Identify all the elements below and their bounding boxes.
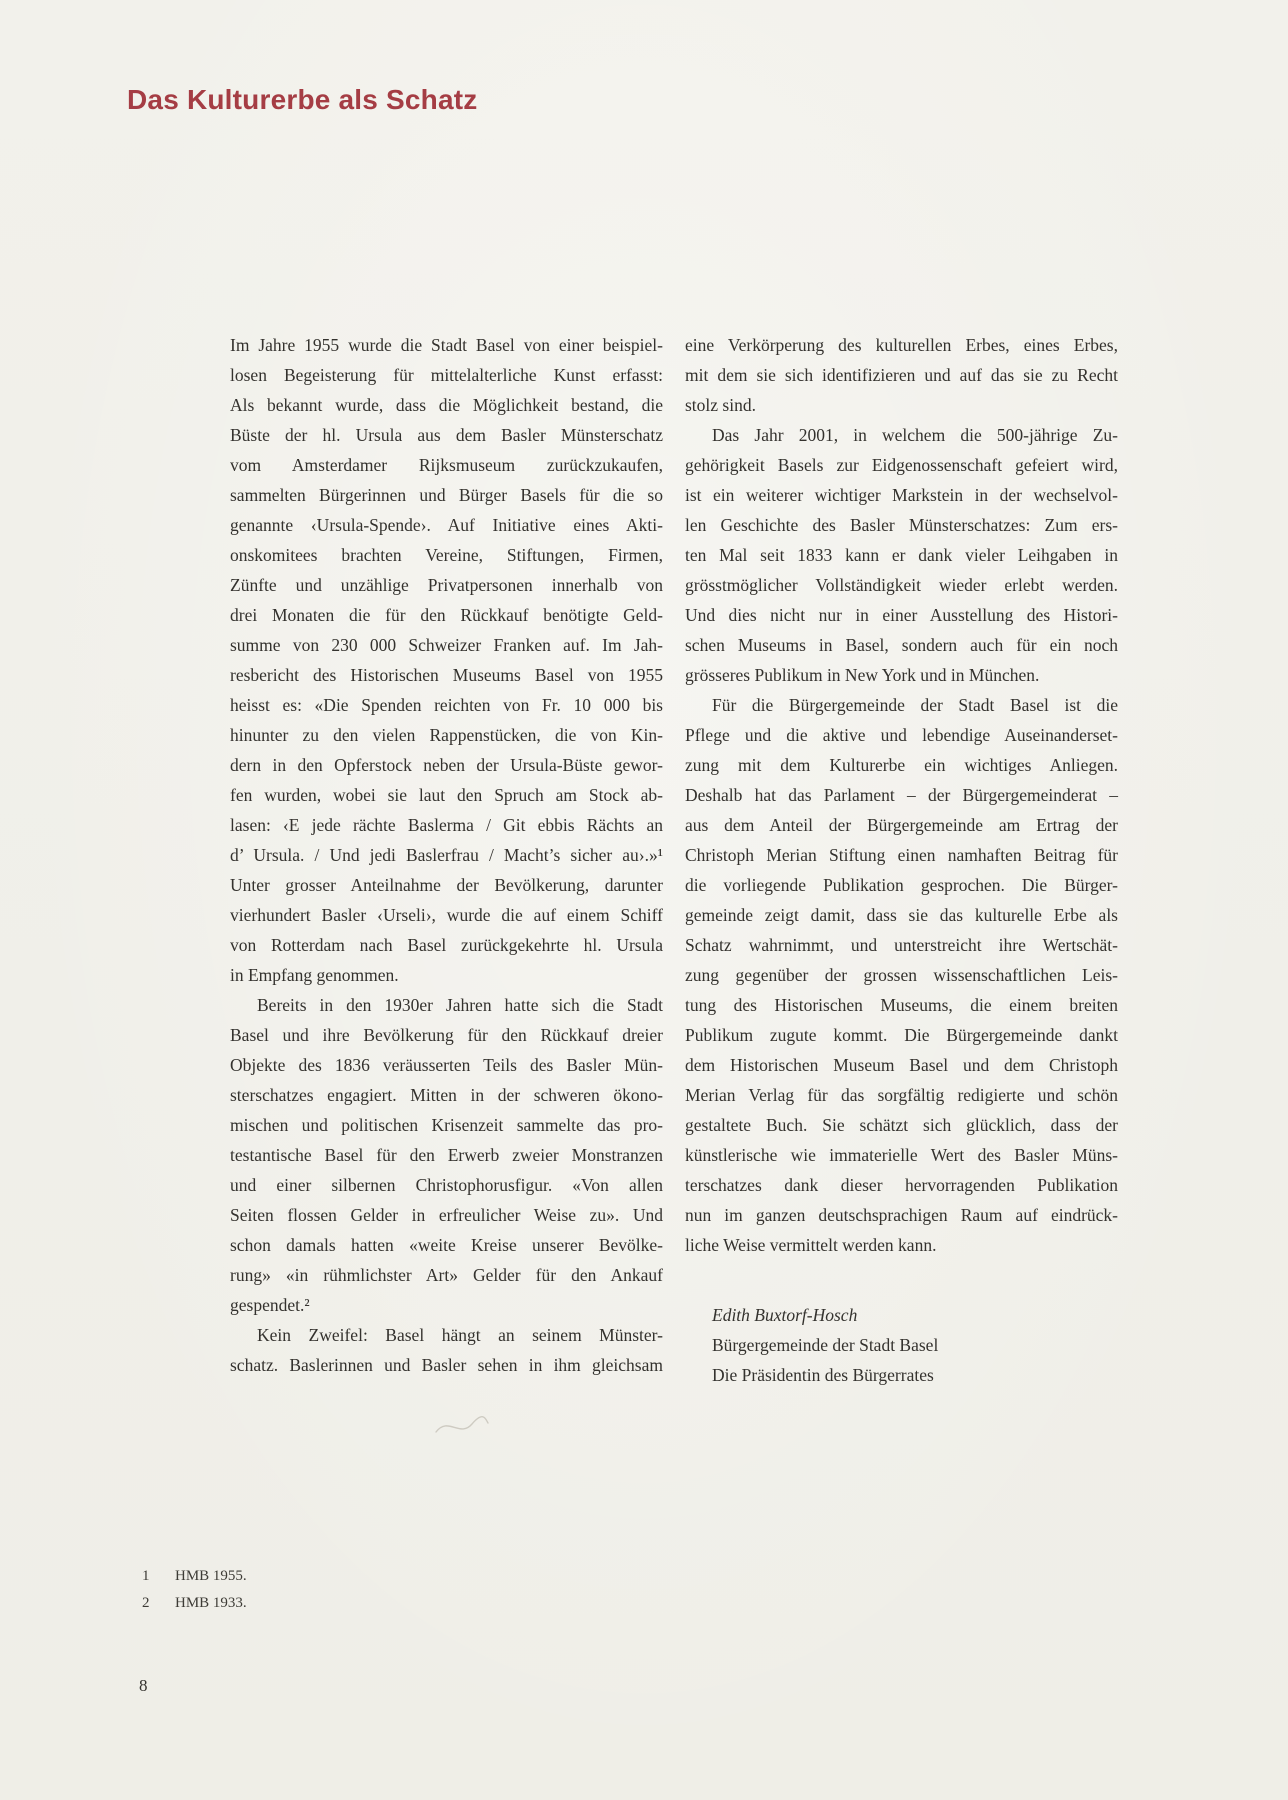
- text-line: fen wurden, wobei sie laut den Spruch am Stock ab-: [230, 785, 663, 805]
- text-line: heisst es: «Die Spenden reichten von Fr. 10 000 bis: [230, 695, 663, 715]
- text-column-left: [230, 330, 663, 1380]
- text-line: die vorliegende Publikation gesprochen. Die Bürger-: [685, 875, 1118, 895]
- text-line: testantische Basel für den Erwerb zweier Monstranzen: [230, 1145, 663, 1165]
- footnote-text: HMB 1955.: [175, 1568, 247, 1584]
- text-line: stolz sind.: [685, 395, 756, 415]
- text-line: vom Amsterdamer Rijksmuseum zurückzukaufen,: [230, 455, 663, 475]
- text-line: gehörigkeit Basels zur Eidgenossenschaft gefeiert wird,: [685, 455, 1118, 475]
- text-line: liche Weise vermittelt werden kann.: [685, 1235, 937, 1255]
- text-line: schen Museums in Basel, sondern auch für ein noch: [685, 635, 1118, 655]
- column-paragraphs: [230, 330, 663, 1380]
- text-line: gespendet.²: [230, 1295, 310, 1315]
- text-line: dern in den Opferstock neben der Ursula-Büste gewor-: [230, 755, 663, 775]
- signature-block: [685, 1300, 1118, 1390]
- text-line: resbericht des Historischen Museums Basel von 1955: [230, 665, 663, 685]
- text-line: Bereits in den 1930er Jahren hatte sich die Stadt: [257, 995, 663, 1015]
- text-line: onskomitees brachten Vereine, Stiftungen, Firmen,: [230, 545, 663, 565]
- text-line: Publikum zugute kommt. Die Bürgergemeinde dankt: [685, 1025, 1118, 1045]
- text-line: Büste der hl. Ursula aus dem Basler Münsterschatz: [230, 425, 663, 445]
- text-line: grösstmöglicher Vollständigkeit wieder erlebt werden.: [685, 575, 1118, 595]
- text-line: d’ Ursula. / Und jedi Baslerfrau / Macht’s sicher au›.»¹: [230, 845, 663, 865]
- text-line: drei Monaten die für den Rückkauf benötigte Geld-: [230, 605, 663, 625]
- text-line: Und dies nicht nur in einer Ausstellung des Histori-: [685, 605, 1118, 625]
- text-line: gestaltete Buch. Sie schätzt sich glücklich, dass der: [685, 1115, 1118, 1135]
- text-line: len Geschichte des Basler Münsterschatzes: Zum ers-: [685, 515, 1118, 535]
- text-line: zung gegenüber der grossen wissenschaftlichen Leis-: [685, 965, 1118, 985]
- text-line: eine Verkörperung des kulturellen Erbes, eines Erbes,: [685, 335, 1118, 355]
- text-line: rung» «in rühmlichster Art» Gelder für den Ankauf: [230, 1265, 663, 1285]
- text-line: künstlerische wie immaterielle Wert des Basler Müns-: [685, 1145, 1118, 1165]
- text-line: Deshalb hat das Parlament – der Bürgergemeinderat –: [685, 785, 1118, 805]
- text-line: Seiten flossen Gelder in erfreulicher Weise zu». Und: [230, 1205, 663, 1225]
- footnote: [142, 1563, 247, 1590]
- text-line: Das Jahr 2001, in welchem die 500-jährige Zu-: [712, 425, 1118, 445]
- text-line: Schatz wahrnimmt, und unterstreicht ihre Wertschät-: [685, 935, 1118, 955]
- paragraph: [685, 690, 1118, 1260]
- text-line: ten Mal seit 1833 kann er dank vieler Leihgaben in: [685, 545, 1118, 565]
- text-line: schatz. Baslerinnen und Basler sehen in ihm gleichsam: [230, 1355, 663, 1375]
- text-line: summe von 230 000 Schweizer Franken auf. Im Jah-: [230, 635, 663, 655]
- text-line: dem Historischen Museum Basel und dem Christoph: [685, 1055, 1118, 1075]
- paragraph: [685, 420, 1118, 690]
- signature-role: Die Präsidentin des Bürgerrates: [712, 1365, 934, 1385]
- paragraph: [230, 330, 663, 990]
- text-line: Objekte des 1836 veräusserten Teils des Basler Mün-: [230, 1055, 663, 1075]
- text-line: lasen: ‹E jede rächte Baslerma / Git ebbis Rächts an: [230, 815, 663, 835]
- footnote-marker: 1: [142, 1568, 150, 1584]
- text-line: in Empfang genommen.: [230, 965, 399, 985]
- signature-name: Edith Buxtorf-Hosch: [712, 1305, 858, 1325]
- text-line: genannte ‹Ursula-Spende›. Auf Initiative eines Akti-: [230, 515, 663, 535]
- column-paragraphs: [685, 330, 1118, 1260]
- paragraph: [685, 330, 1118, 420]
- text-line: und einer silbernen Christophorusfigur. «Von allen: [230, 1175, 663, 1195]
- paragraph: [230, 1320, 663, 1380]
- footnote: [142, 1590, 247, 1617]
- text-line: nun im ganzen deutschsprachigen Raum auf eindrück-: [685, 1205, 1118, 1225]
- text-line: sterschatzes engagiert. Mitten in der schweren ökono-: [230, 1085, 663, 1105]
- signature-org: Bürgergemeinde der Stadt Basel: [712, 1335, 939, 1355]
- text-line: hinunter zu den vielen Rappenstücken, die von Kin-: [230, 725, 663, 745]
- text-line: Merian Verlag für das sorgfältig redigierte und schön: [685, 1085, 1118, 1105]
- text-line: sammelten Bürgerinnen und Bürger Basels für die so: [230, 485, 663, 505]
- footnote-marker: 2: [142, 1595, 150, 1611]
- text-line: Pflege und die aktive und lebendige Auseinanderset-: [685, 725, 1118, 745]
- text-line: Im Jahre 1955 wurde die Stadt Basel von einer beispiel-: [230, 335, 663, 355]
- footnotes: [142, 1563, 247, 1617]
- text-line: losen Begeisterung für mittelalterliche Kunst erfasst:: [230, 365, 663, 385]
- text-line: Unter grosser Anteilnahme der Bevölkerung, darunter: [230, 875, 663, 895]
- text-line: Christoph Merian Stiftung einen namhaften Beitrag für: [685, 845, 1118, 865]
- text-line: Für die Bürgergemeinde der Stadt Basel ist die: [712, 695, 1118, 715]
- text-line: von Rotterdam nach Basel zurückgekehrte hl. Ursula: [230, 935, 663, 955]
- text-line: aus dem Anteil der Bürgergemeinde am Ertrag der: [685, 815, 1118, 835]
- paragraph: [230, 990, 663, 1320]
- text-line: Als bekannt wurde, dass die Möglichkeit bestand, die: [230, 395, 663, 415]
- page-number: 8: [139, 1676, 148, 1695]
- text-line: mit dem sie sich identifizieren und auf das sie zu Recht: [685, 365, 1118, 385]
- text-line: zung mit dem Kulturerbe ein wichtiges Anliegen.: [685, 755, 1118, 775]
- text-line: vierhundert Basler ‹Urseli›, wurde die auf einem Schiff: [230, 905, 663, 925]
- text-line: mischen und politischen Krisenzeit sammelte das pro-: [230, 1115, 663, 1135]
- text-line: ist ein weiterer wichtiger Markstein in der wechselvol-: [685, 485, 1118, 505]
- text-line: Zünfte und unzählige Privatpersonen innerhalb von: [230, 575, 663, 595]
- text-column-right: [685, 330, 1118, 1390]
- text-line: Basel und ihre Bevölkerung für den Rückkauf dreier: [230, 1025, 663, 1045]
- text-line: Kein Zweifel: Basel hängt an seinem Münster-: [257, 1325, 663, 1345]
- scan-artifact-mark: [430, 1410, 494, 1442]
- text-line: schon damals hatten «weite Kreise unserer Bevölke-: [230, 1235, 663, 1255]
- text-line: gemeinde zeigt damit, dass sie das kulturelle Erbe als: [685, 905, 1118, 925]
- text-line: terschatzes dank dieser hervorragenden Publikation: [685, 1175, 1118, 1195]
- page-title: Das Kulturerbe als Schatz: [127, 84, 478, 115]
- text-line: grösseres Publikum in New York und in München.: [685, 665, 1040, 685]
- text-line: tung des Historischen Museums, die einem breiten: [685, 995, 1118, 1015]
- footnote-text: HMB 1933.: [175, 1595, 247, 1611]
